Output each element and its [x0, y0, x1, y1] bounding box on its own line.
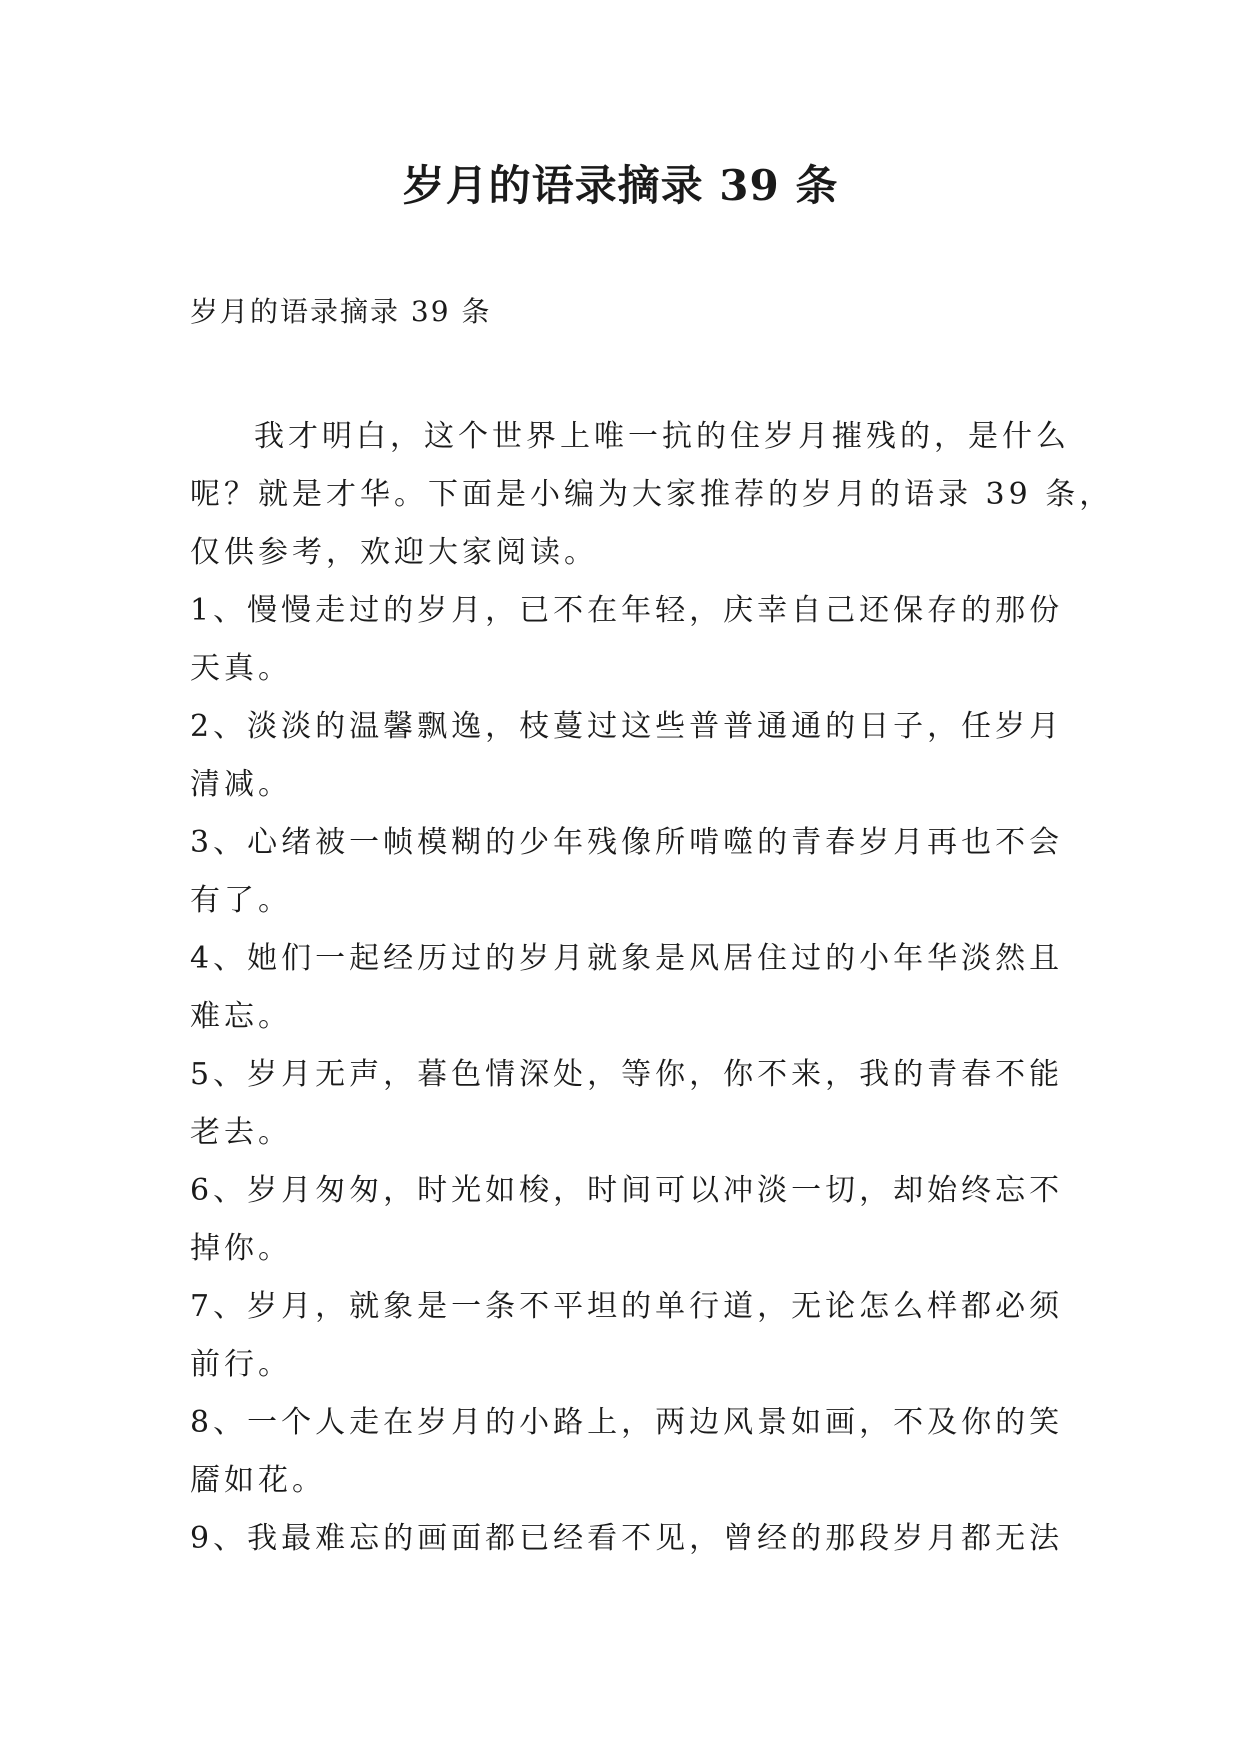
list-item-line: 老去。: [190, 1115, 292, 1150]
list-item-line: 3、心绪被一帧模糊的少年残像所啃噬的青春岁月再也不会: [190, 825, 1064, 860]
document-subtitle: 岁月的语录摘录 39 条: [190, 295, 492, 328]
list-item-line: 4、她们一起经历过的岁月就象是风居住过的小年华淡然且: [190, 941, 1064, 976]
list-item-line: 2、淡淡的温馨飘逸，枝蔓过这些普普通通的日子，任岁月: [190, 709, 1064, 744]
list-item-line: 前行。: [190, 1347, 292, 1382]
list-item-line: 掉你。: [190, 1231, 292, 1266]
list-item-line: 5、岁月无声，暮色情深处，等你，你不来，我的青春不能: [190, 1057, 1064, 1092]
list-item-line: 9、我最难忘的画面都已经看不见，曾经的那段岁月都无法: [190, 1521, 1064, 1556]
intro-line: 仅供参考，欢迎大家阅读。: [190, 535, 598, 570]
list-item-line: 难忘。: [190, 999, 292, 1034]
list-item-line: 1、慢慢走过的岁月，已不在年轻，庆幸自己还保存的那份: [190, 593, 1064, 628]
list-item-line: 8、一个人走在岁月的小路上，两边风景如画，不及你的笑: [190, 1405, 1064, 1440]
document-body: [190, 408, 1114, 1568]
list-item-line: 有了。: [190, 883, 292, 918]
list-item-line: 天真。: [190, 651, 292, 686]
list-item-line: 靥如花。: [190, 1463, 326, 1498]
list-item-line: 清减。: [190, 767, 292, 802]
intro-line: 我才明白，这个世界上唯一抗的住岁月摧残的，是什么: [254, 419, 1070, 454]
list-item-line: 7、岁月，就象是一条不平坦的单行道，无论怎么样都必须: [190, 1289, 1064, 1324]
intro-line: 呢？就是才华。下面是小编为大家推荐的岁月的语录 39 条，: [190, 477, 1114, 512]
document-title: 岁月的语录摘录 39 条: [402, 161, 839, 210]
list-item-line: 6、岁月匆匆，时光如梭，时间可以冲淡一切，却始终忘不: [190, 1173, 1064, 1208]
